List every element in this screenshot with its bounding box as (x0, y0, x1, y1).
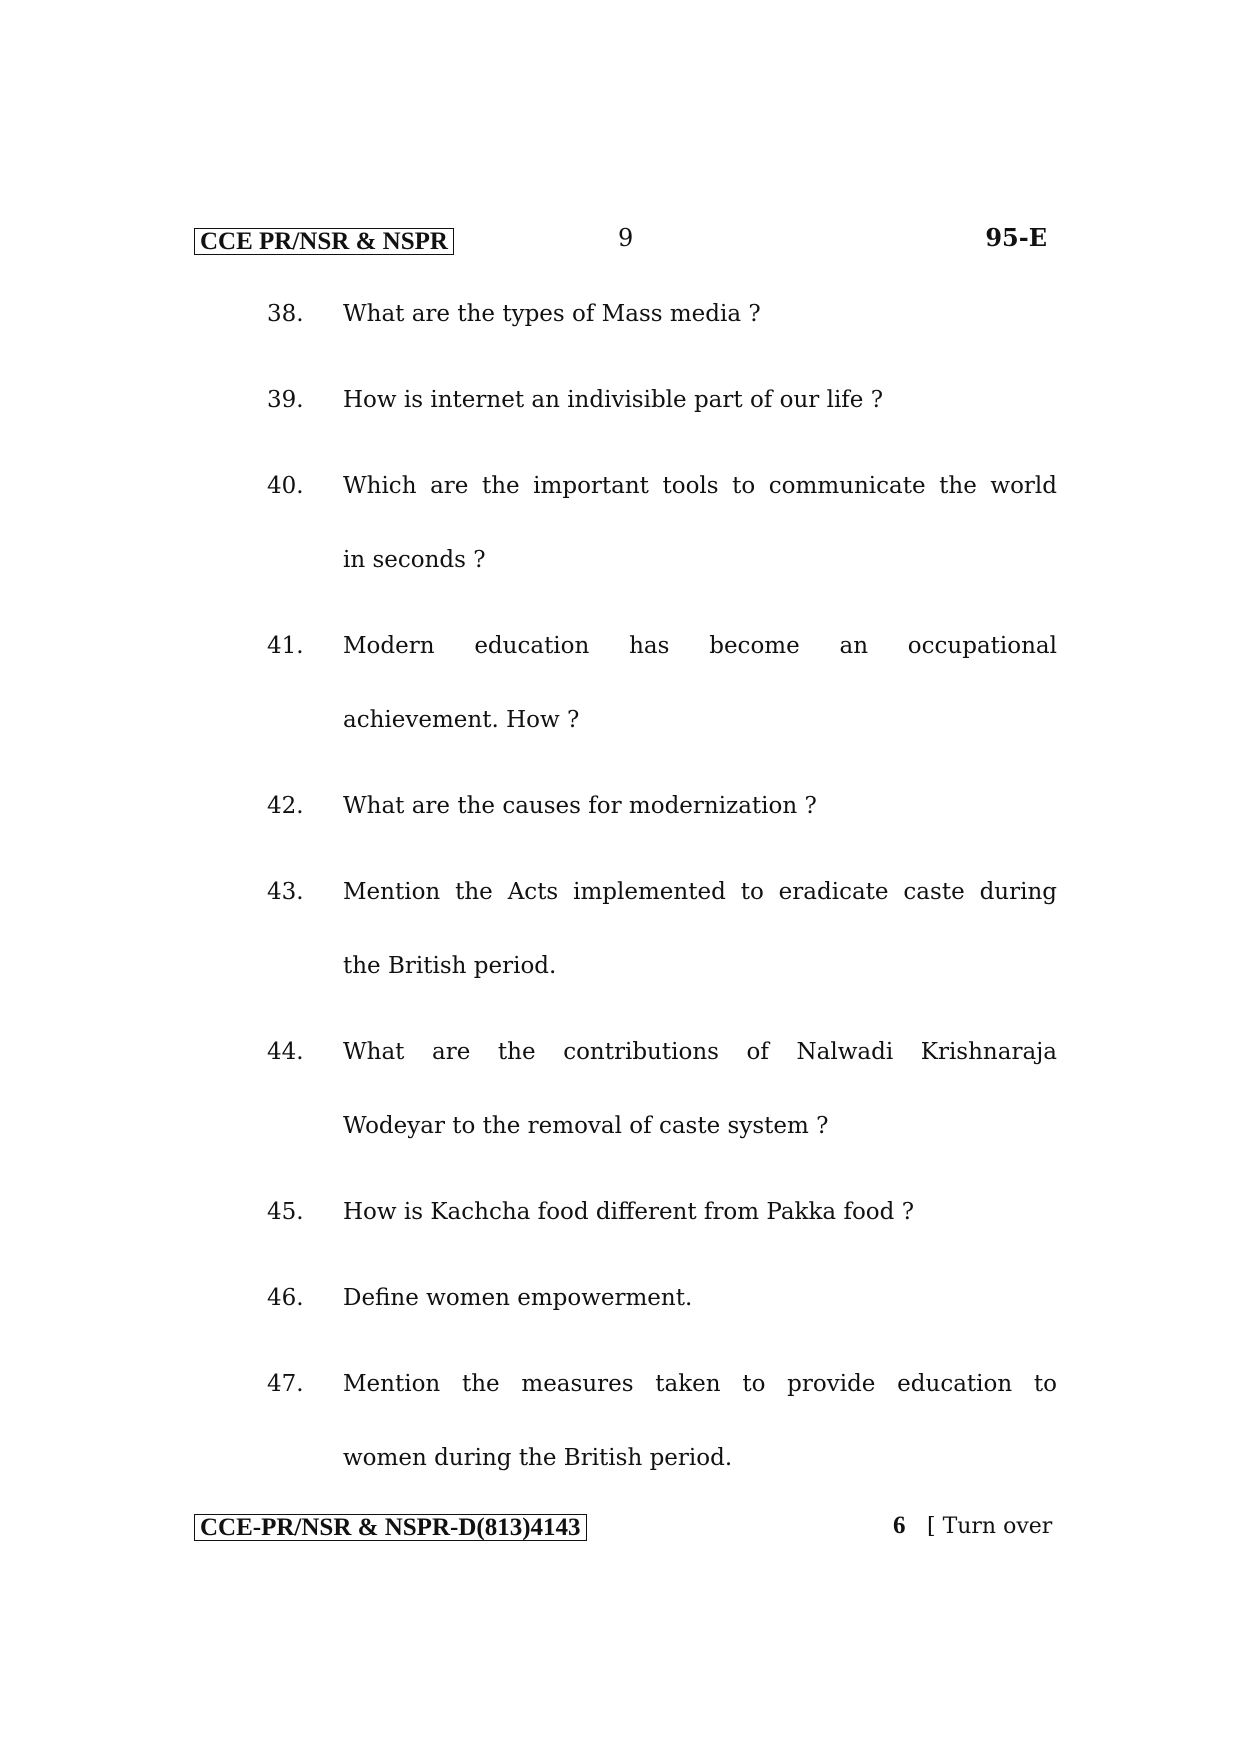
question-number: 44. (267, 1039, 304, 1065)
question-39 (267, 363, 1057, 437)
question-text (343, 1015, 1057, 1163)
question-text (343, 769, 1057, 843)
question-43 (267, 855, 1057, 1003)
question-text-line: What are the types of Mass media ? (343, 301, 761, 327)
question-text (343, 1175, 1057, 1249)
paper-code: 95-E (985, 223, 1047, 252)
question-text-line: women during the British period. (343, 1445, 733, 1471)
question-text-line: What are the contributions of Nalwadi Krishnaraja (343, 1039, 1057, 1065)
question-text-line: Which are the important tools to communicate the world (343, 473, 1057, 499)
question-44 (267, 1015, 1057, 1163)
question-text-line: Define women empowerment. (343, 1285, 693, 1311)
question-text-line: the British period. (343, 953, 557, 979)
question-text-line: Modern education has become an occupational (343, 633, 1057, 659)
page-number: 9 (618, 224, 634, 252)
turn-over-note: [ Turn over (927, 1514, 1053, 1539)
question-42 (267, 769, 1057, 843)
question-text-line: How is Kachcha food different from Pakka food ? (343, 1199, 915, 1225)
question-number: 40. (267, 473, 304, 499)
question-number: 39. (267, 387, 304, 413)
question-text-line: Mention the Acts implemented to eradicate caste during (343, 879, 1057, 905)
question-text (343, 363, 1057, 437)
question-number: 46. (267, 1285, 304, 1311)
question-text-line: Wodeyar to the removal of caste system ? (343, 1113, 829, 1139)
question-38 (267, 277, 1057, 351)
question-41 (267, 609, 1057, 757)
question-number: 41. (267, 633, 304, 659)
question-text (343, 1261, 1057, 1335)
question-text-line: What are the causes for modernization ? (343, 793, 817, 819)
question-45 (267, 1175, 1057, 1249)
question-46 (267, 1261, 1057, 1335)
question-40 (267, 449, 1057, 597)
question-text-line: Mention the measures taken to provide education to (343, 1371, 1057, 1397)
question-47 (267, 1347, 1057, 1495)
question-text (343, 609, 1057, 757)
footer-exam-code: CCE-PR/NSR & NSPR-D(813)4143 (194, 1514, 587, 1541)
sheet-number: 6 (893, 1512, 906, 1539)
question-number: 43. (267, 879, 304, 905)
question-text-line: in seconds ? (343, 547, 486, 573)
header-exam-code: CCE PR/NSR & NSPR (194, 228, 454, 255)
question-text (343, 277, 1057, 351)
question-number: 47. (267, 1371, 304, 1397)
question-text-line: How is internet an indivisible part of our life ? (343, 387, 884, 413)
question-number: 42. (267, 793, 304, 819)
question-text (343, 1347, 1057, 1495)
question-text (343, 449, 1057, 597)
question-number: 38. (267, 301, 304, 327)
question-number: 45. (267, 1199, 304, 1225)
question-list (267, 277, 1057, 1507)
question-text-line: achievement. How ? (343, 707, 580, 733)
question-text (343, 855, 1057, 1003)
